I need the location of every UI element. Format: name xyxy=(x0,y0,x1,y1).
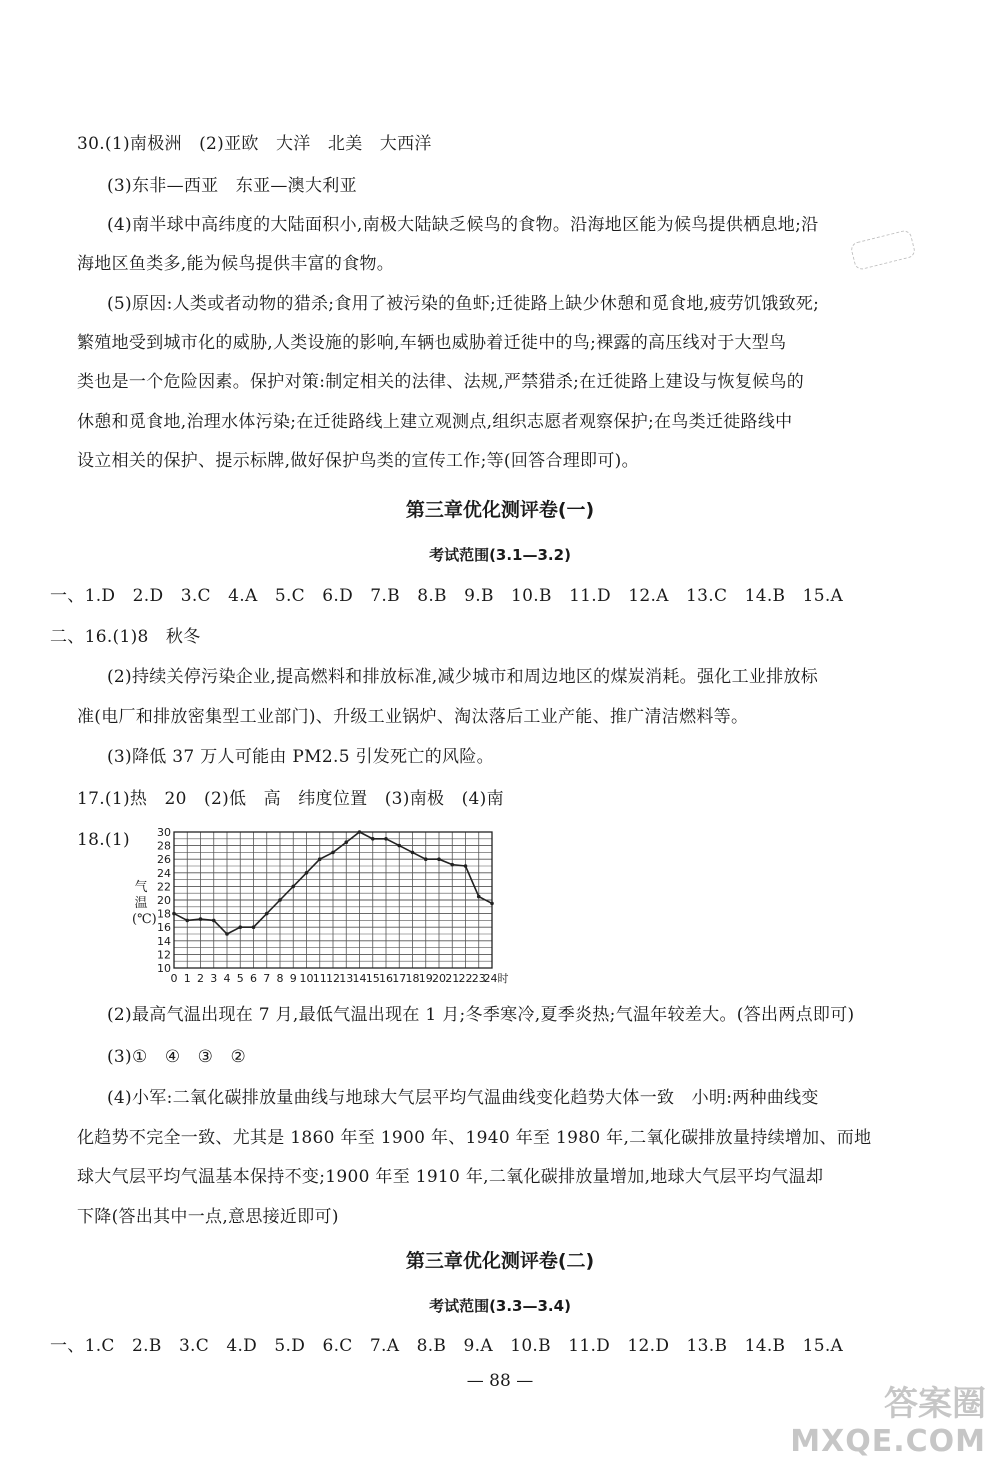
test2-range: 考试范围(3.3—3.4) xyxy=(429,1297,571,1315)
q16-part3: (3)降低 37 万人可能由 PM2.5 引发死亡的风险。 xyxy=(107,747,494,767)
chart-data-point xyxy=(252,925,256,929)
chart-x-tick-label: 11 xyxy=(312,972,327,984)
chart-data-point xyxy=(238,925,242,929)
q16-part2-line2: 准(电厂和排放密集型工业部门)、升级工业锅炉、淘汰落后工业产能、推广清洁燃料等。 xyxy=(77,707,749,727)
chart-x-tick-label: 12 xyxy=(326,972,340,984)
page-number: — 88 — xyxy=(466,1371,534,1391)
chart-x-tick-label: 14 xyxy=(352,972,367,984)
chart-x-tick-label: 6 xyxy=(250,972,257,984)
chart-data-point xyxy=(411,851,415,855)
chart-y-tick-label: 16 xyxy=(157,921,171,935)
q30-line-9: 设立相关的保护、提示标牌,做好保护鸟类的宣传工作;等(回答合理即可)。 xyxy=(77,451,639,471)
chart-data-point xyxy=(225,932,229,936)
site-watermark-logo xyxy=(790,1385,986,1461)
temperature-line-chart xyxy=(140,826,520,984)
chart-x-tick-label: 8 xyxy=(276,972,284,984)
chart-y-tick-label: 22 xyxy=(157,880,171,894)
chart-y-tick-label: 28 xyxy=(157,839,171,853)
chart-x-tick-label: 13 xyxy=(339,972,354,984)
chart-data-point xyxy=(424,857,428,861)
chart-data-point xyxy=(437,857,441,861)
test2-choice-answers: 一、1.C 2.B 3.C 4.D 5.D 6.C 7.A 8.B 9.A 10.B 11.D 12.D 13.B 14.B 15.A xyxy=(50,1336,844,1356)
chart-data-point xyxy=(212,919,216,923)
q30-line-5: (5)原因:人类或者动物的猎杀;食用了被污染的鱼虾;迁徙路上缺少休憩和觅食地,疲劳饥饿致死; xyxy=(107,294,820,314)
q30-line-3: (4)南半球中高纬度的大陆面积小,南极大陆缺乏候鸟的食物。沿海地区能为候鸟提供栖息地;沿 xyxy=(107,215,819,235)
q17-answers: 17.(1)热 20 (2)低 高 纬度位置 (3)南极 (4)南 xyxy=(77,789,504,809)
q18-part2: (2)最高气温出现在 7 月,最低气温出现在 1 月;冬季寒冷,夏季炎热;气温年较差大。(答出两点即可) xyxy=(107,1005,855,1025)
chart-y-tick-label: 20 xyxy=(157,894,171,907)
chart-data-point xyxy=(172,912,176,916)
chart-x-tick-label: 7 xyxy=(263,972,271,984)
watermark-line-2: MXQE.COM xyxy=(790,1424,986,1459)
chart-data-point xyxy=(305,871,309,875)
chart-data-point xyxy=(397,844,401,848)
chart-y-tick-label: 14 xyxy=(157,934,171,948)
chart-y-tick-label: 10 xyxy=(157,962,171,975)
chart-data-point xyxy=(318,857,322,861)
chart-y-tick-label: 18 xyxy=(157,907,171,921)
chart-x-tick-label: 10 xyxy=(299,972,314,984)
chart-data-point xyxy=(384,837,388,841)
test1-title: 第三章优化测评卷(一) xyxy=(405,499,595,521)
q16-part2-line1: (2)持续关停污染企业,提高燃料和排放标准,减少城市和周边地区的煤炭消耗。强化工业排放标 xyxy=(107,667,819,687)
q30-line-7: 类也是一个危险因素。保护对策:制定相关的法律、法规,严禁猎杀;在迁徙路上建设与恢复候鸟的 xyxy=(77,372,805,392)
chart-data-point xyxy=(185,919,189,923)
test2-title: 第三章优化测评卷(二) xyxy=(405,1250,595,1272)
chart-x-tick-label: 15 xyxy=(365,972,380,984)
chart-x-tick-label: 24时 xyxy=(483,972,509,984)
q18-part3: (3)① ④ ③ ② xyxy=(107,1047,247,1067)
chart-x-tick-label: 2 xyxy=(197,972,204,984)
chart-x-tick-label: 23 xyxy=(471,972,486,984)
chart-data-point xyxy=(477,895,481,899)
chart-x-tick-label: 20 xyxy=(432,972,446,984)
chart-y-tick-label: 30 xyxy=(157,826,171,839)
chart-y-tick-label: 26 xyxy=(157,853,171,867)
chart-y-tick-label: 24 xyxy=(157,866,171,880)
q30-line-1: 30.(1)南极洲 (2)亚欧 大洋 北美 大西洋 xyxy=(77,134,432,154)
watermark-line-1: 答案圈 xyxy=(884,1384,986,1424)
chart-x-tick-label: 16 xyxy=(379,972,393,984)
q18-part4-line2: 化趋势不完全一致、尤其是 1860 年至 1900 年、1940 年至 1980 年,二氧化碳排放量持续增加、而地 xyxy=(77,1128,872,1148)
chart-x-tick-label: 5 xyxy=(236,972,244,984)
q30-line-6: 繁殖地受到城市化的威胁,人类设施的影响,车辆也威胁着迁徙中的鸟;裸露的高压线对于大型鸟 xyxy=(77,333,787,353)
chart-x-tick-label: 4 xyxy=(223,972,231,984)
chart-data-point xyxy=(490,902,494,906)
chart-y-axis-label-text: 气温(℃) xyxy=(132,880,157,927)
chart-data-point xyxy=(358,830,362,834)
chart-data-point xyxy=(344,840,348,844)
q18-part4-line4: 下降(答出其中一点,意思接近即可) xyxy=(77,1207,339,1227)
chart-x-tick-label: 17 xyxy=(392,972,407,984)
chart-x-tick-label: 3 xyxy=(210,972,218,984)
q18-part4-line3: 球大气层平均气温基本保持不变;1900 年至 1910 年,二氧化碳排放量增加,地球大气层平均气温却 xyxy=(77,1167,824,1187)
chart-x-tick-label: 1 xyxy=(183,972,191,984)
chart-data-point xyxy=(371,837,375,841)
chart-data-point xyxy=(331,851,335,855)
chart-x-tick-label: 0 xyxy=(170,972,178,984)
q30-line-8: 休憩和觅食地,治理水体污染;在迁徙路线上建立观测点,组织志愿者观察保护;在鸟类迁徙路线中 xyxy=(77,412,793,432)
q16-part1: 二、16.(1)8 秋冬 xyxy=(50,627,201,647)
chart-x-tick-label: 21 xyxy=(445,972,460,984)
q18-part1-label: 18.(1) xyxy=(77,830,130,850)
chart-data-point xyxy=(199,917,203,921)
chart-data-point xyxy=(464,864,468,868)
chart-data-point xyxy=(450,863,454,867)
chart-data-point xyxy=(265,912,269,916)
test1-choice-answers: 一、1.D 2.D 3.C 4.A 5.C 6.D 7.B 8.B 9.B 10.B 11.D 12.A 13.C 14.B 15.A xyxy=(50,586,844,606)
chart-y-tick-label: 12 xyxy=(157,948,171,962)
stamp-mark xyxy=(850,229,917,271)
chart-data-point xyxy=(291,885,295,889)
chart-x-tick-label: 22 xyxy=(458,972,473,984)
q30-line-4: 海地区鱼类多,能为候鸟提供丰富的食物。 xyxy=(77,254,395,274)
chart-data-point xyxy=(278,898,282,902)
q18-part4-line1: (4)小军:二氧化碳排放量曲线与地球大气层平均气温曲线变化趋势大体一致 小明:两种曲线变 xyxy=(107,1088,819,1108)
chart-x-tick-label: 18 xyxy=(405,972,420,984)
chart-x-tick-label: 19 xyxy=(418,972,433,984)
chart-x-tick-label: 9 xyxy=(289,972,297,984)
q30-line-2: (3)东非—西亚 东亚—澳大利亚 xyxy=(107,176,357,196)
test1-range: 考试范围(3.1—3.2) xyxy=(429,546,571,564)
